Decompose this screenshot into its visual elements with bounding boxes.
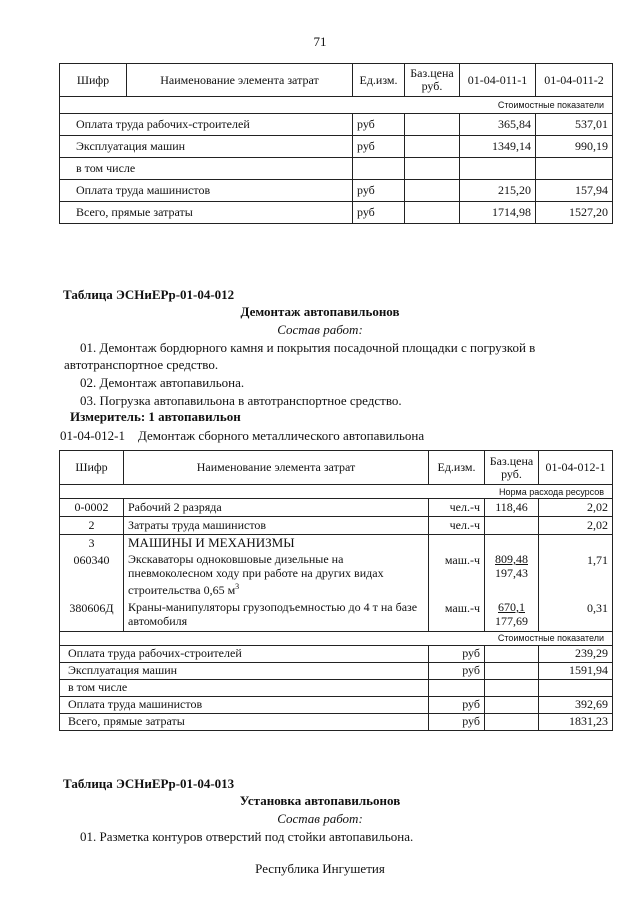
table-row: Оплата труда рабочих-строителей руб 365,84 537,01	[60, 114, 613, 136]
measure-unit: Измеритель: 1 автопавильон	[70, 409, 241, 424]
work-item-2: 02. Демонтаж автопавильона.	[80, 375, 245, 390]
table-row: в том числе	[60, 158, 613, 180]
work-item-1-cont: автотранспортное средство.	[64, 357, 219, 372]
table-row: 060340 Экскаваторы одноковшовые дизельные на пневмоколесном ходу при работе на других видах строительства 0,65 $м^3$ маш.-ч 809,48 197,43 1,71	[60, 551, 613, 598]
table-row: 3 МАШИНЫ И МЕХАНИЗМЫ	[60, 535, 613, 552]
header-code: Шифр	[60, 451, 124, 485]
work-item-3: 03. Погрузка автопавильона в автотранспортное средство.	[80, 393, 402, 408]
table-row: Всего, прямые затраты руб 1714,98 1527,20	[60, 202, 613, 224]
section-label: Стоимостные показатели	[60, 97, 613, 114]
resource-table-2	[59, 450, 613, 731]
header-col1: 01-04-011-1	[460, 64, 536, 97]
table-row: 0-0002 Рабочий 2 разряда чел.-ч 118,46 2,02	[60, 499, 613, 517]
table-row: 2 Затраты труда машинистов чел.-ч 2,02	[60, 517, 613, 535]
page-number: 71	[313, 34, 327, 49]
table-title-012: Таблица ЭСНиЕРр-01-04-012	[63, 287, 235, 302]
work-item-1: 01. Демонтаж бордюрного камня и покрытия посадочной площадки с погрузкой в	[80, 340, 536, 355]
table-row: Всего, прямые затраты руб 1831,23	[60, 713, 613, 730]
header-col2: 01-04-011-2	[536, 64, 613, 97]
section-heading-install: Установка автопавильонов	[239, 793, 401, 808]
table-title-013: Таблица ЭСНиЕРр-01-04-013	[63, 776, 235, 791]
header-base-price: Баз.цена руб.	[485, 451, 539, 485]
section-heading-dismantle: Демонтаж автопавильонов	[240, 304, 400, 319]
header-name: Наименование элемента затрат	[127, 64, 353, 97]
table-row: в том числе	[60, 679, 613, 696]
work-composition-label: Состав работ:	[277, 322, 363, 337]
work-item-013-1: 01. Разметка контуров отверстий под стойки автопавильона.	[80, 829, 414, 844]
cost-table-1	[59, 63, 613, 224]
table-row: Оплата труда машинистов руб 215,20 157,94	[60, 180, 613, 202]
norm-label: Норма расхода ресурсов	[60, 485, 613, 499]
table-row: Оплата труда рабочих-строителей руб 239,29	[60, 645, 613, 662]
header-col1: 01-04-012-1	[539, 451, 613, 485]
table-row: Эксплуатация машин руб 1349,14 990,19	[60, 136, 613, 158]
table-row: 380606Д Краны-манипуляторы грузоподъемностью до 4 т на базе автомобиля маш.-ч 670,1 177,69 0,31	[60, 598, 613, 631]
header-code: Шифр	[60, 64, 127, 97]
item-code: 01-04-012-1	[60, 428, 125, 443]
work-composition-label-2: Состав работ:	[277, 811, 363, 826]
header-name: Наименование элемента затрат	[124, 451, 429, 485]
table-row: Оплата труда машинистов руб 392,69	[60, 696, 613, 713]
cost-label: Стоимостные показатели	[60, 631, 613, 645]
header-unit: Ед.изм.	[429, 451, 485, 485]
header-base-price: Баз.цена руб.	[405, 64, 460, 97]
item-name: Демонтаж сборного металлического автопавильона	[138, 428, 425, 443]
page-footer: Республика Ингушетия	[255, 861, 385, 876]
header-unit: Ед.изм.	[353, 64, 405, 97]
table-row: Эксплуатация машин руб 1591,94	[60, 662, 613, 679]
